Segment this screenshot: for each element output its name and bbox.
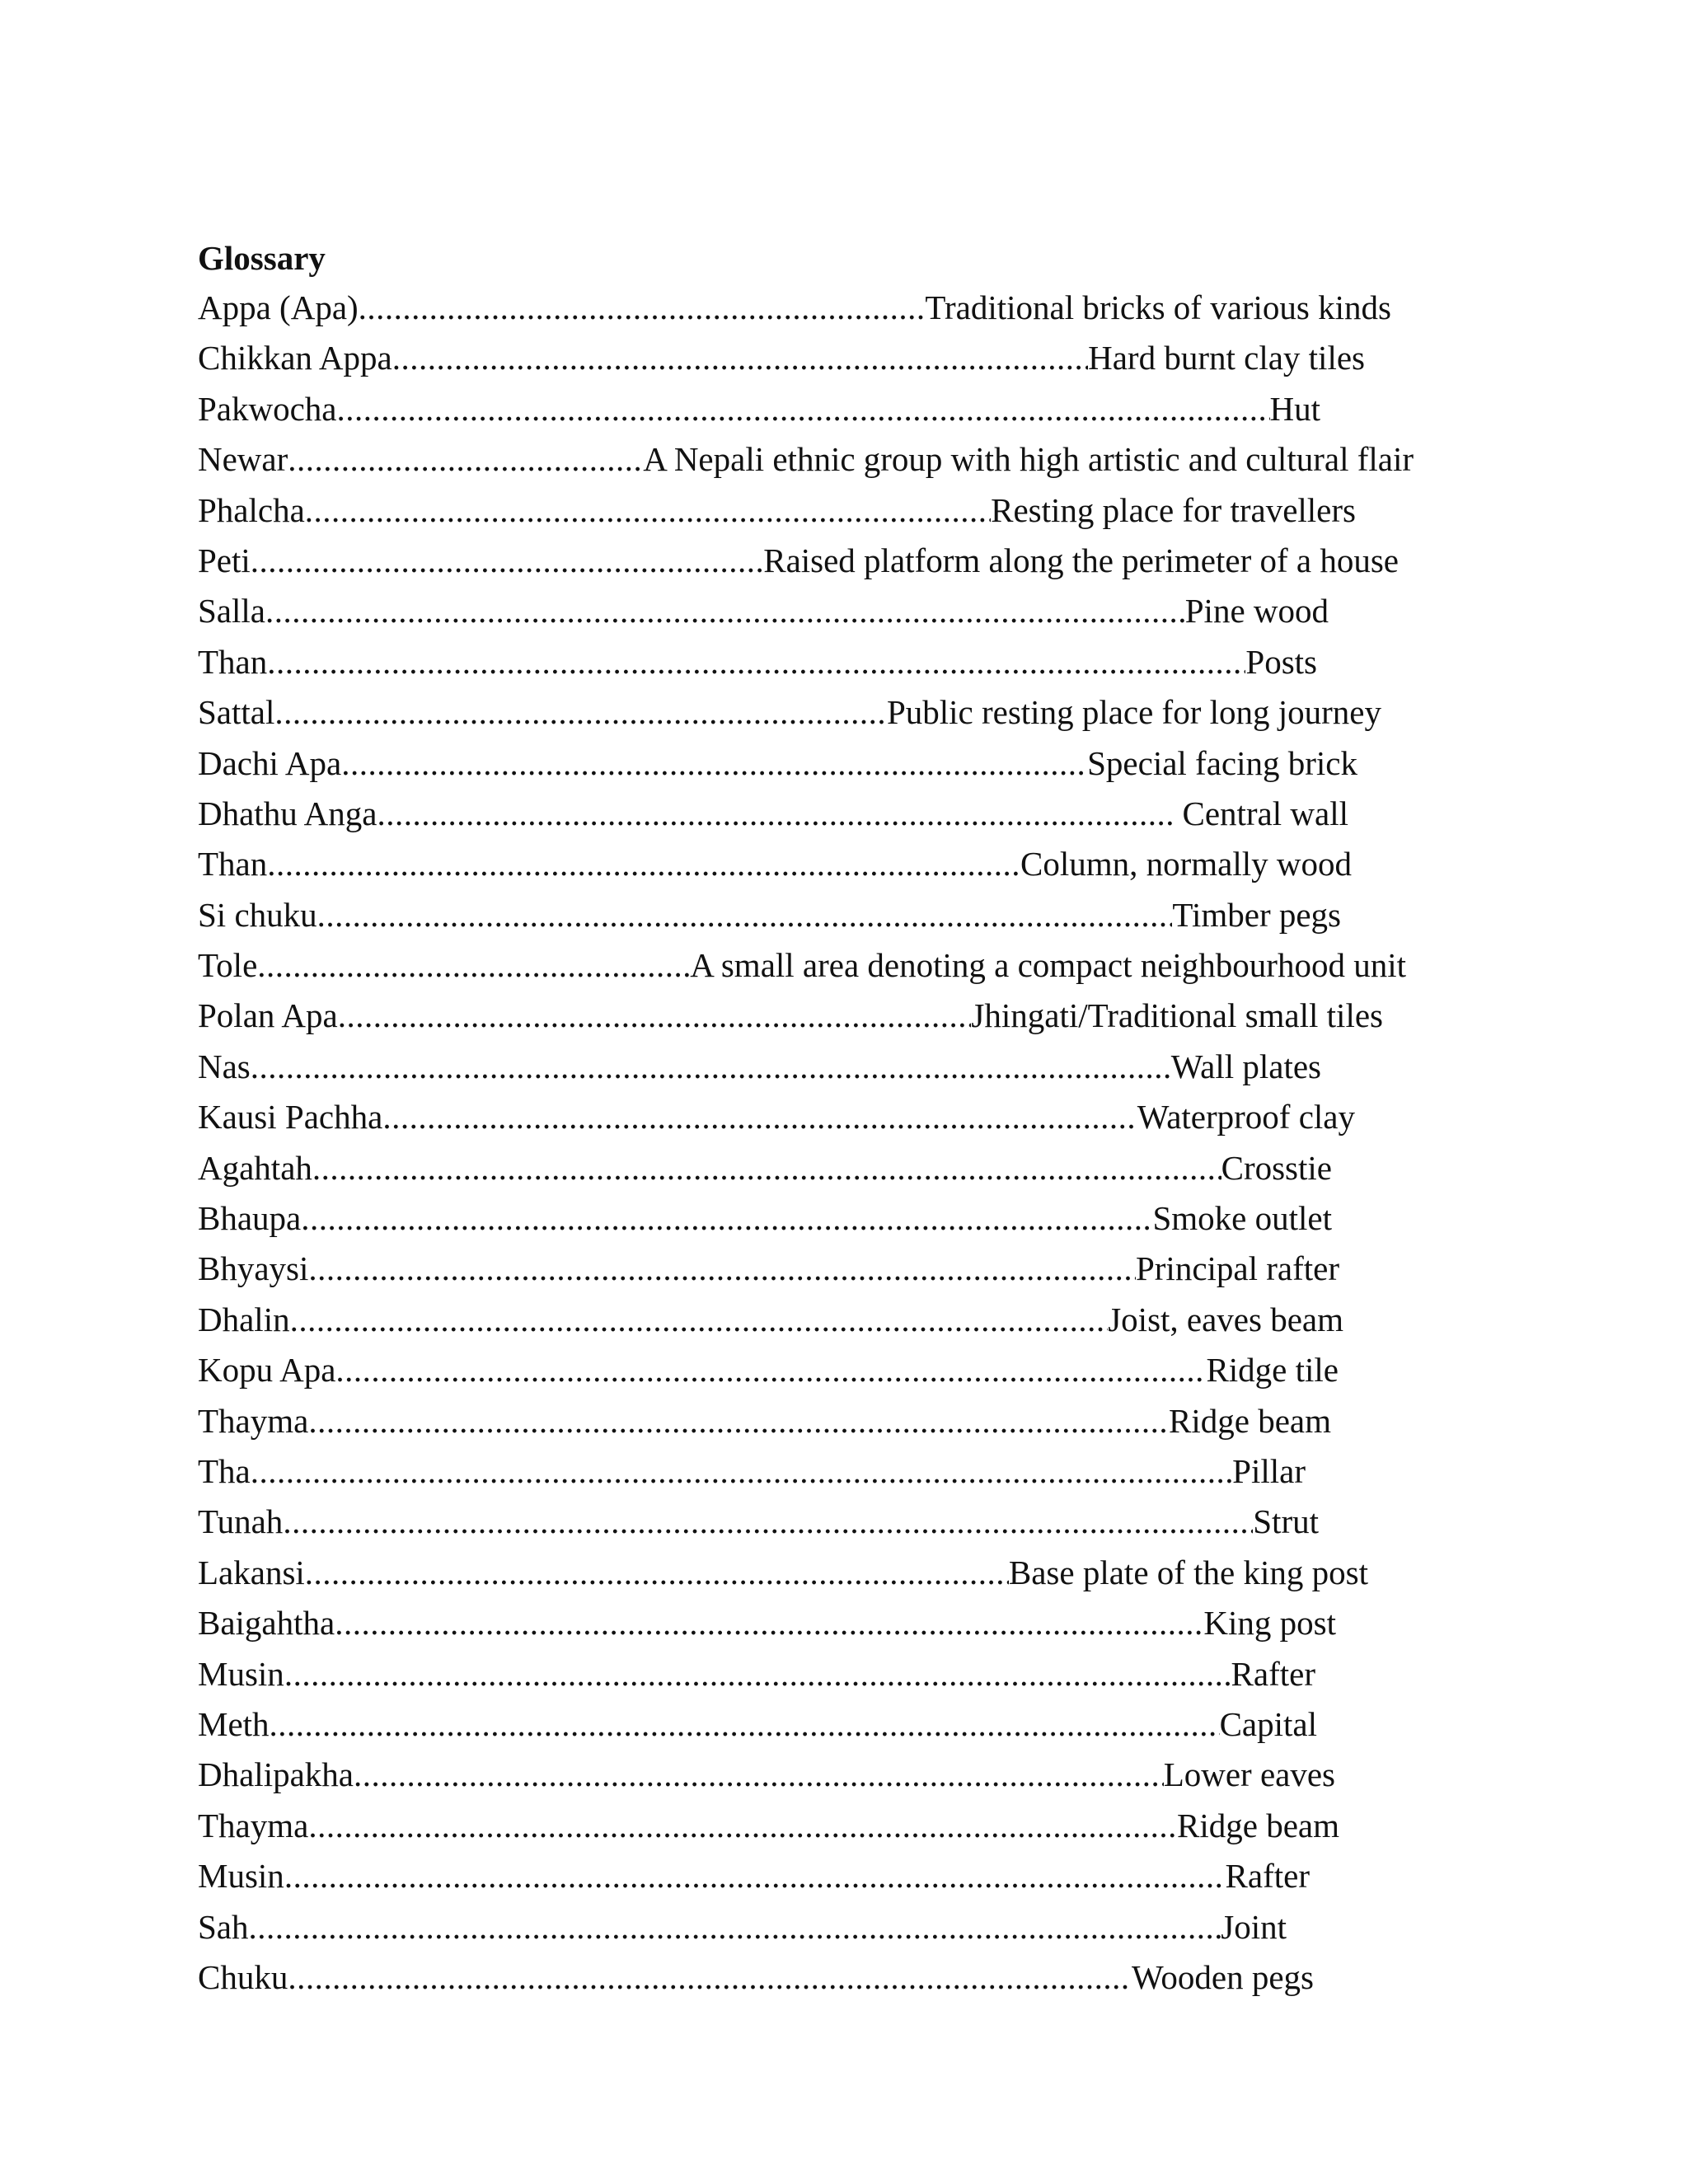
dot-leader [317, 890, 1173, 940]
glossary-entry [198, 1750, 1414, 1800]
glossary-entry-line [198, 991, 1383, 1041]
glossary-entry-line [198, 1042, 1321, 1092]
glossary-entry [198, 485, 1414, 536]
glossary-definition: Ridge beam [1169, 1401, 1331, 1440]
dot-leader [392, 333, 1088, 383]
glossary-definition: Raised platform along the perimeter of a house [763, 541, 1399, 579]
dot-leader [382, 1092, 1137, 1142]
glossary-entry-line [198, 687, 1381, 738]
glossary-entry [198, 1092, 1414, 1142]
glossary-term: Tunah [198, 1502, 284, 1541]
glossary-definition: Smoke outlet [1152, 1199, 1332, 1238]
glossary-term: Nas [198, 1047, 251, 1085]
glossary-term: Appa (Apa) [198, 288, 359, 326]
glossary-definition: Strut [1253, 1502, 1319, 1541]
glossary-definition: Timber pegs [1172, 895, 1341, 934]
glossary-entry-line [198, 384, 1320, 434]
glossary-term: Meth [198, 1704, 270, 1743]
glossary-entry-line [198, 586, 1329, 636]
glossary-entry-line [198, 789, 1348, 839]
glossary-term: Sattal [198, 693, 275, 732]
glossary-entry-line [198, 890, 1341, 940]
glossary-entry-line [198, 434, 1414, 485]
glossary-entry [198, 1902, 1414, 1952]
dot-leader [312, 1143, 1221, 1193]
glossary-definition: Wall plates [1170, 1047, 1321, 1085]
glossary-term: Musin [198, 1654, 284, 1693]
glossary-entry-line [198, 536, 1399, 586]
glossary-entry-line [198, 1193, 1332, 1244]
glossary-term: Kausi Pachha [198, 1098, 383, 1137]
dot-leader [301, 1193, 1152, 1244]
glossary-entry [198, 1396, 1414, 1446]
glossary-entry [198, 1699, 1414, 1750]
glossary-term: Phalcha [198, 490, 305, 529]
glossary-entry [198, 1295, 1414, 1345]
glossary-term: Agahtah [198, 1148, 312, 1187]
glossary-entry [198, 991, 1414, 1041]
glossary-title: Glossary [198, 239, 326, 277]
glossary-entry [198, 890, 1414, 940]
glossary-definition: Pillar [1232, 1451, 1306, 1490]
glossary-definition: King post [1203, 1604, 1336, 1643]
glossary-definition: Public resting place for long journey [886, 693, 1381, 732]
dot-leader [338, 991, 972, 1041]
glossary-definition: Wooden pegs [1131, 1957, 1314, 1996]
glossary-term: Chikkan Appa [198, 339, 392, 377]
dot-leader [354, 1750, 1164, 1800]
glossary-term: Thayma [198, 1806, 309, 1844]
glossary-entry [198, 1143, 1414, 1193]
glossary-term: Bhaupa [198, 1199, 302, 1238]
glossary-term: Tha [198, 1451, 251, 1490]
glossary-entry [198, 1244, 1414, 1294]
glossary-definition: Joint [1221, 1907, 1287, 1946]
dot-leader [335, 1345, 1206, 1395]
dot-leader [274, 687, 887, 738]
glossary-entry [198, 1952, 1414, 2003]
glossary-entry-line [198, 1244, 1339, 1294]
dot-leader [284, 1851, 1226, 1901]
glossary-entry [198, 1649, 1414, 1699]
glossary-entry-line [198, 1851, 1310, 1901]
dot-leader [359, 283, 926, 333]
glossary-term: Pakwocha [198, 389, 337, 428]
glossary-definition: Central wall [1174, 794, 1348, 832]
glossary-definition: Resting place for travellers [991, 490, 1356, 529]
glossary-entry [198, 586, 1414, 636]
glossary-entry-line [198, 333, 1365, 383]
glossary-entry-line [198, 1952, 1314, 2003]
glossary-definition: Ridge tile [1206, 1351, 1339, 1390]
glossary-term: Than [198, 845, 268, 883]
glossary-entry [198, 789, 1414, 839]
glossary-term: Than [198, 642, 268, 681]
glossary-term: Kopu Apa [198, 1351, 336, 1390]
glossary-definition: Rafter [1225, 1857, 1310, 1896]
glossary-entry-line [198, 1598, 1336, 1648]
glossary-term: Baigahtha [198, 1604, 335, 1643]
dot-leader [305, 485, 991, 536]
glossary-term: Dhalin [198, 1300, 290, 1338]
glossary-list [198, 283, 1414, 2003]
glossary-entry [198, 1042, 1414, 1092]
glossary-definition: Special facing brick [1087, 743, 1357, 782]
glossary-term: Sah [198, 1907, 249, 1946]
glossary-definition: Joist, eaves beam [1108, 1300, 1343, 1338]
dot-leader [337, 384, 1270, 434]
glossary-term: Dhathu Anga [198, 794, 377, 832]
glossary-entry [198, 687, 1414, 738]
glossary-entry-line [198, 1295, 1343, 1345]
dot-leader [251, 1042, 1171, 1092]
dot-leader [265, 586, 1185, 636]
glossary-entry [198, 1548, 1414, 1598]
glossary-entry-line [198, 283, 1391, 333]
glossary-definition: Jhingati/Traditional small tiles [971, 996, 1383, 1035]
glossary-definition: A Nepali ethnic group with high artistic and cultural flair [643, 440, 1414, 479]
glossary-entry-line [198, 738, 1357, 789]
glossary-entry [198, 1851, 1414, 1901]
glossary-entry [198, 1497, 1414, 1547]
glossary-entry [198, 1801, 1414, 1851]
glossary-term: Lakansi [198, 1553, 305, 1591]
glossary-term: Tole [198, 946, 258, 985]
glossary-entry-line [198, 940, 1406, 991]
glossary-definition: Ridge beam [1177, 1806, 1339, 1844]
glossary-definition: Principal rafter [1135, 1249, 1339, 1288]
dot-leader [283, 1497, 1253, 1547]
glossary-definition: Crosstie [1221, 1148, 1332, 1187]
glossary-entry-line [198, 485, 1356, 536]
glossary-definition: Rafter [1231, 1654, 1315, 1693]
glossary-definition: Posts [1245, 642, 1317, 681]
glossary-definition: Hut [1269, 389, 1320, 428]
glossary-definition: Capital [1219, 1704, 1317, 1743]
glossary-entry [198, 384, 1414, 434]
glossary-definition: Traditional bricks of various kinds [925, 288, 1391, 326]
glossary-entry [198, 536, 1414, 586]
dot-leader [308, 1244, 1136, 1294]
glossary-entry-line [198, 1446, 1306, 1497]
glossary-term: Polan Apa [198, 996, 338, 1035]
glossary-entry-line [198, 1497, 1319, 1547]
glossary-entry [198, 1193, 1414, 1244]
glossary-entry [198, 738, 1414, 789]
glossary-entry [198, 333, 1414, 383]
glossary-entry [198, 1345, 1414, 1395]
dot-leader [288, 434, 643, 485]
glossary-entry-line [198, 1548, 1368, 1598]
dot-leader [257, 940, 690, 991]
glossary-term: Si chuku [198, 895, 317, 934]
glossary-entry [198, 940, 1414, 991]
dot-leader [288, 1952, 1132, 2003]
glossary-entry-line [198, 1699, 1317, 1750]
glossary-entry-line [198, 637, 1317, 687]
glossary-term: Salla [198, 592, 265, 630]
glossary-entry-line [198, 1902, 1287, 1952]
dot-leader [284, 1649, 1231, 1699]
glossary-definition: Base plate of the king post [1008, 1553, 1368, 1591]
glossary-entry-line [198, 1649, 1315, 1699]
dot-leader [308, 1396, 1169, 1446]
dot-leader [270, 1699, 1220, 1750]
glossary-term: Peti [198, 541, 251, 579]
dot-leader [267, 839, 1020, 889]
glossary-entry-line [198, 1396, 1331, 1446]
glossary-entry [198, 1598, 1414, 1648]
glossary-entry [198, 434, 1414, 485]
glossary-entry-line [198, 1092, 1355, 1142]
glossary-entry-line [198, 839, 1352, 889]
dot-leader [308, 1801, 1177, 1851]
glossary-term: Bhyaysi [198, 1249, 309, 1288]
glossary-entry-line [198, 1750, 1335, 1800]
dot-leader [341, 738, 1087, 789]
dot-leader [251, 1446, 1232, 1497]
glossary-definition: Waterproof clay [1137, 1098, 1355, 1137]
dot-leader [290, 1295, 1109, 1345]
dot-leader [267, 637, 1245, 687]
glossary-term: Musin [198, 1857, 284, 1896]
glossary-entry-line [198, 1143, 1332, 1193]
dot-leader [305, 1548, 1009, 1598]
dot-leader [249, 1902, 1221, 1952]
glossary-definition: Hard burnt clay tiles [1088, 339, 1365, 377]
glossary-entry [198, 283, 1414, 333]
glossary-entry [198, 839, 1414, 889]
glossary-term: Dhalipakha [198, 1755, 354, 1794]
dot-leader [377, 789, 1175, 839]
dot-leader [335, 1598, 1203, 1648]
glossary-term: Thayma [198, 1401, 309, 1440]
dot-leader [251, 536, 763, 586]
glossary-entry [198, 1446, 1414, 1497]
glossary-definition: Lower eaves [1163, 1755, 1335, 1794]
glossary-term: Dachi Apa [198, 743, 342, 782]
glossary-entry-line [198, 1345, 1339, 1395]
glossary-term: Newar [198, 440, 288, 479]
glossary-entry [198, 637, 1414, 687]
glossary-entry-line [198, 1801, 1339, 1851]
glossary-definition: Column, normally wood [1020, 845, 1352, 883]
glossary-term: Chuku [198, 1957, 288, 1996]
glossary-definition: Pine wood [1184, 592, 1329, 630]
glossary-definition: A small area denoting a compact neighbourhood unit [690, 946, 1406, 985]
